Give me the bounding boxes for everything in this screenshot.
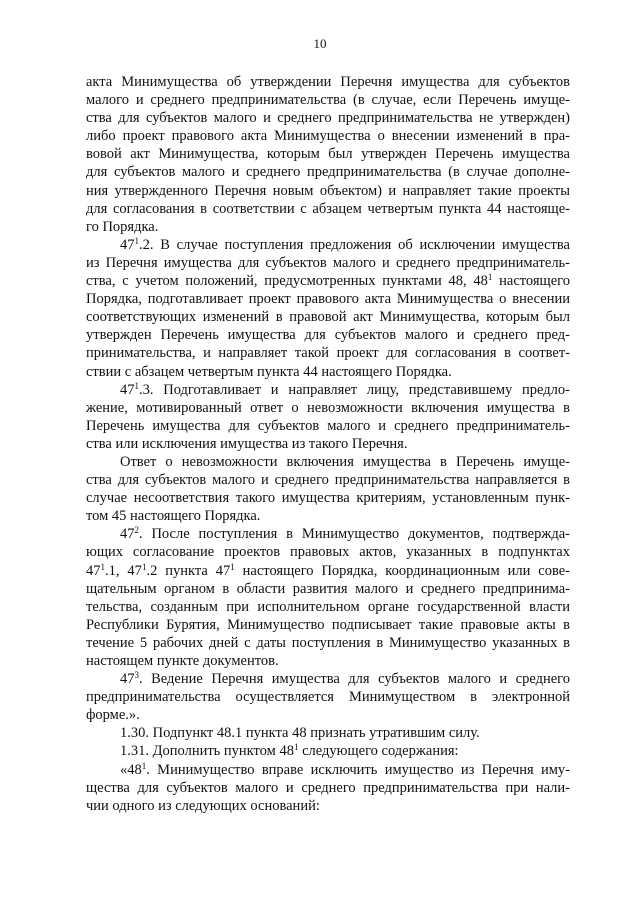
page-number: 10 bbox=[313, 36, 327, 51]
text-line: $47^1.3$. Подготавливает и направляет лицу, представившему предло- bbox=[120, 380, 570, 398]
text-line: го Порядка. bbox=[86, 218, 159, 235]
text-line: чии одного из следующих оснований: bbox=[86, 797, 320, 814]
body-text bbox=[86, 73, 570, 815]
text-line: ствии с абзацем четвертым пункта 44 настоящего Порядка. bbox=[86, 363, 452, 380]
text-line: для субъектов малого и среднего предпринимательства (в случае дополне- bbox=[86, 164, 570, 181]
text-line: Республики Бурятия, Минимущество подписывает такие правовые акты в bbox=[86, 616, 570, 633]
text-line: настоящем пункте документов. bbox=[86, 653, 279, 669]
text-line: случае несоответствия такого имущества критериям, установленным пунк- bbox=[86, 490, 570, 507]
text-line: ства или исключения имущества из такого Перечня. bbox=[86, 435, 408, 452]
text-line: том 45 настоящего Порядка. bbox=[86, 508, 261, 525]
text-line: $47^2$. После поступления в Минимущество документов, подтвержда- bbox=[120, 525, 570, 543]
text-line: утвержден Перечень имущества для субъектов малого и среднего пред- bbox=[86, 327, 570, 344]
text-line: для согласования в соответствии с абзацем четвертым пункта 44 настояще- bbox=[86, 200, 570, 217]
text-line: щательным органом в области развития малого и среднего предпринима- bbox=[86, 580, 570, 597]
text-line: Ответ о невозможности включения имущества в Перечень имуще- bbox=[120, 453, 570, 470]
text-line: вовой акт Минимущества, которым был утвержден Перечень имущества bbox=[86, 146, 570, 163]
text-line: ющих согласование проектов правовых актов, указанных в подпунктах bbox=[86, 544, 570, 561]
text-line: $47^1.1$, $47^1.2$ пункта $47^1$ настоящего Порядка, координационным или сове- bbox=[86, 561, 571, 579]
text-line: $47^1.2$. В случае поступления предложения об исключении имущества bbox=[120, 235, 570, 253]
text-line: либо проект правового акта Минимущества о внесении изменений в пра- bbox=[86, 128, 570, 145]
text-line: принимательства, и направляет такой проект для согласования в соответ- bbox=[86, 345, 570, 362]
text-line: форме.». bbox=[86, 707, 140, 724]
text-line: 1.30. Подпункт 48.1 пункта 48 признать утратившим силу. bbox=[120, 725, 480, 742]
text-line: тельства, созданным при исполнительном органе государственной власти bbox=[86, 598, 570, 615]
text-line: соответствующих изменений в правовой акт Минимущества, которым был bbox=[86, 309, 570, 326]
text-line: ства, с учетом положений, предусмотренных пунктами 48, $48^1$ настоящего bbox=[86, 272, 570, 290]
text-line: $47^3$. Ведение Перечня имущества для субъектов малого и среднего bbox=[120, 670, 570, 688]
text-line: ства для субъектов малого и среднего предпринимательства не утвержден) bbox=[86, 110, 570, 127]
text-line: Перечень имущества для субъектов малого и среднего предприниматель- bbox=[86, 417, 570, 434]
text-line: Порядка, подготавливает проект правового акта Минимущества о внесении bbox=[86, 291, 570, 308]
text-line: малого и среднего предпринимательства (в случае, если Перечень имуще- bbox=[86, 92, 570, 109]
text-line: ства для субъектов малого и среднего предпринимательства направляется в bbox=[86, 472, 570, 489]
text-line: ния утвержденного Перечня новым объектом) и направляет такие проекты bbox=[86, 182, 570, 199]
text-line: предпринимательства осуществляется Минимуществом в электронной bbox=[86, 689, 570, 706]
text-line: течение 5 рабочих дней с даты поступления в Минимущество указанных в bbox=[86, 634, 570, 651]
text-line: из Перечня имущества для субъектов малого и среднего предприниматель- bbox=[86, 254, 570, 271]
text-line: «$48^1$. Минимущество вправе исключить имущество из Перечня иму- bbox=[120, 760, 570, 778]
text-line: акта Минимущества об утверждении Перечня имущества для субъектов bbox=[86, 74, 570, 90]
text-line: щества для субъектов малого и среднего предпринимательства при нали- bbox=[86, 779, 570, 796]
text-line: 1.31. Дополнить пунктом $48^1$ следующего содержания: bbox=[120, 742, 459, 760]
text-line: жение, мотивированный ответ о невозможности включения имущества в bbox=[86, 399, 570, 416]
